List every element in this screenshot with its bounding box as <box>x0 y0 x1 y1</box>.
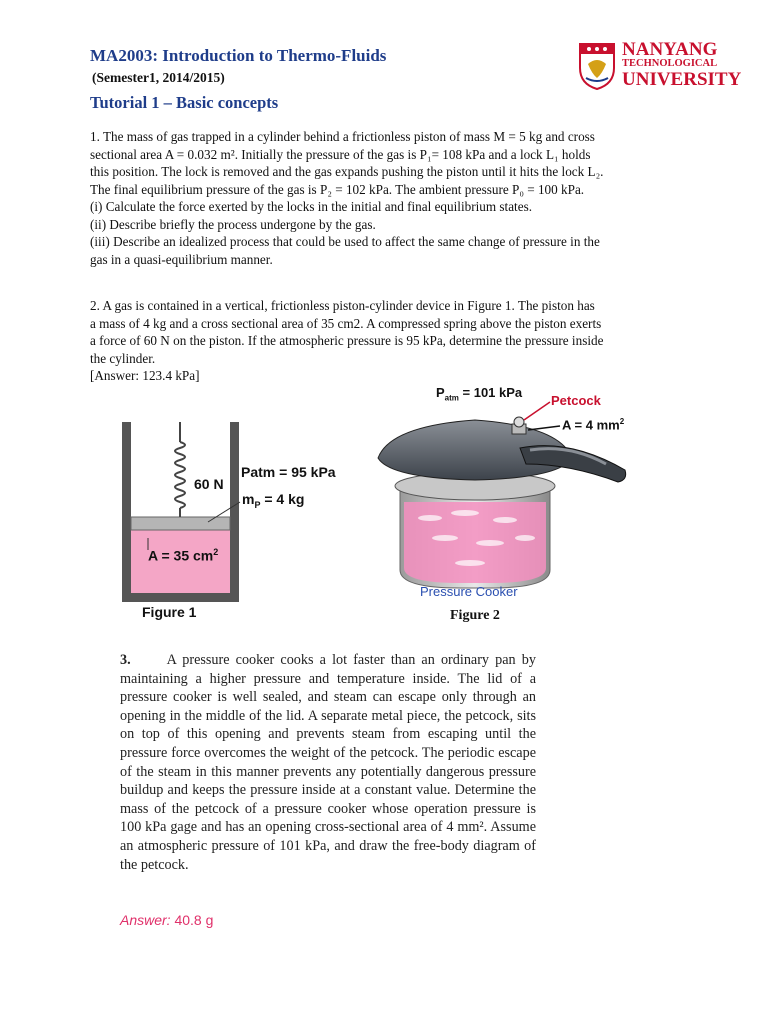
q1-line: The final equilibrium pressure of the gas is P₂ = 102 kPa. The ambient pressure P₀ = 100 kPa. <box>90 181 585 197</box>
q3-text: A pressure cooker cooks a lot faster than an ordinary pan by maintaining a higher pressure and temperature inside. The lid of a pressure cooker is well sealed, and steam can escape only through an opening in the middle of the lid. A separate metal piece, the petcock, sits on top of this opening and prevents steam from escaping until the pressure force overcomes the weight of the petcock. The periodic escape of the steam in this manner prevents any potentially dangerous pressure buildup and keeps the pressure inside at a constant value. Determine the mass of the petcock of a pressure cooker whose operation pressure is 100 kPa gage and has an opening cross-sectional area of 4 mm². Assume an atmospheric pressure of 101 kPa, and draw the free-body diagram of the petcock. <box>120 652 536 873</box>
course-title: MA2003: Introduction to Thermo-Fluids <box>90 46 387 65</box>
ntu-crest-icon <box>578 42 616 90</box>
figure-2 <box>370 380 660 630</box>
q1-line: (iii) Describe an idealized process that could be used to affect the same change of pressure in the <box>90 234 600 249</box>
patm-label: Patm = 95 kPa <box>241 464 336 480</box>
question-1 <box>90 128 678 268</box>
q1-line: this position. The lock is removed and the gas expands pushing the piston until it hits the lock L₂. <box>90 164 604 179</box>
q2-line: a force of 60 N on the piston. If the atmospheric pressure is 95 kPa, determine the pressure inside <box>90 333 604 348</box>
q1-line: sectional area A = 0.032 m². Initially the pressure of the gas is P₁= 108 kPa and a lock L₁ holds <box>90 146 591 162</box>
q2-line: a mass of 4 kg and a cross sectional area of 35 cm2. A compressed spring above the piston exerts <box>90 315 602 331</box>
figure-2-caption: Figure 2 <box>450 608 500 623</box>
q2-line: 2. A gas is contained in a vertical, frictionless piston-cylinder device in Figure 1. The piston has <box>90 298 595 313</box>
logo-line3: UNIVERSITY <box>622 69 742 90</box>
mass-pointer-line <box>206 500 246 530</box>
q1-line: (i) Calculate the force exerted by the locks in the initial and final equilibrium states. <box>90 199 533 214</box>
petcock-label: Petcock <box>551 393 601 408</box>
pressure-cooker-label: Pressure Cooker <box>420 584 518 599</box>
question-3 <box>120 651 536 874</box>
ntu-logo <box>578 39 742 96</box>
spring-force-label: 60 N <box>194 476 224 492</box>
semester-label: (Semester1, 2014/2015) <box>92 70 225 85</box>
figure-1 <box>118 420 398 630</box>
tutorial-title: Tutorial 1 – Basic concepts <box>90 93 279 112</box>
logo-line2: TECHNOLOGICAL <box>622 58 718 69</box>
q1-line: (ii) Describe briefly the process undergone by the gas. <box>90 216 376 232</box>
q1-line: 1. The mass of gas trapped in a cylinder behind a frictionless piston of mass M = 5 kg and cross <box>90 129 595 144</box>
q2-line: the cylinder. <box>90 350 156 366</box>
figure-1-caption: Figure 1 <box>142 604 197 620</box>
q1-line: gas in a quasi-equilibrium manner. <box>90 251 273 267</box>
logo-line1: NANYANG <box>622 39 718 60</box>
q3-answer: Answer: 40.8 g <box>120 912 214 928</box>
q3-number: 3. <box>120 652 131 668</box>
cooker-patm-label: $P_{atm} = 101$ kPa <box>436 385 523 403</box>
piston-mass-label: $m_P = 4$ kg <box>242 491 305 510</box>
question-2 <box>90 297 678 385</box>
area-label: A = 35 $cm^2$ <box>148 547 219 564</box>
opening-area-label: A = 4 $mm^2$ <box>562 417 625 433</box>
q2-answer: [Answer: 123.4 kPa] <box>90 368 200 383</box>
